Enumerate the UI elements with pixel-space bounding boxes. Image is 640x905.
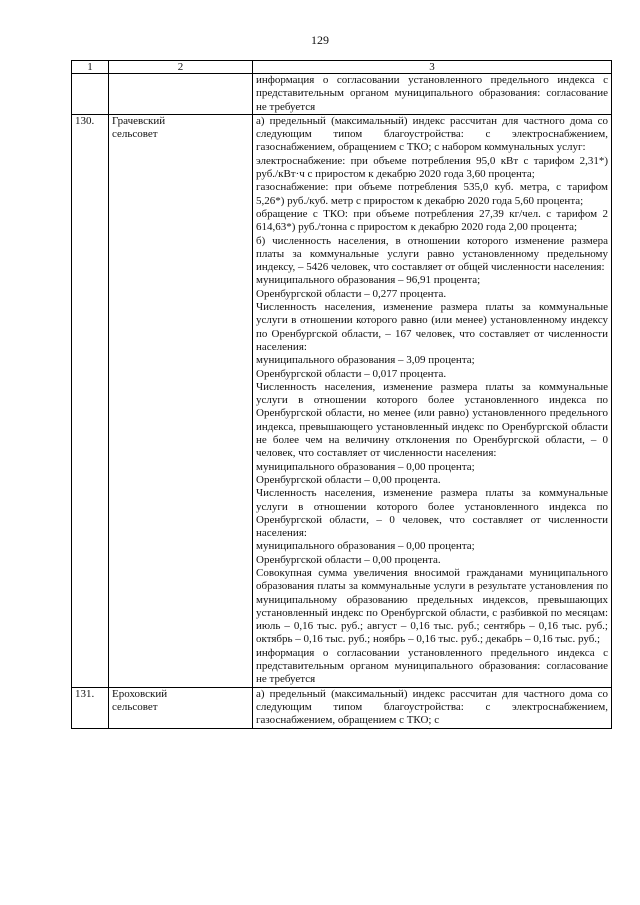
text-paragraph: Численность населения, изменение размера платы за коммунальные услуги в отношении которого более установленного индекса по Оренбургской области, но менее (или равно) установленного предельного индекса, превышающего установленный индекс по Оренбургской области не более чем на величину отклонения по Оренбургской области, – 0 человек, что составляет от численности населения: [256,380,608,460]
header-col-2: 2 [109,61,253,74]
row-description [253,687,612,728]
municipal-index-table [71,60,612,729]
text-paragraph: газоснабжение: при объеме потребления 535,0 куб. метра, с тарифом 5,26*) руб./куб. метр с приростом к декабрю 2020 года 5,60 процента; [256,181,608,207]
text-paragraph: Численность населения, изменение размера платы за коммунальные услуги в отношении которого равно (или менее) установленному индексу по Оренбургской области, – 167 человек, что составляет от численности населения: [256,301,608,353]
text-paragraph: информация о согласовании установленного предельного индекса с представительным органом муниципального образования: согласование не требуется [256,74,608,113]
table-row [72,114,612,687]
page-number: 129 [311,33,329,47]
text-paragraph: муниципального образования – 0,00 процента; [256,460,475,473]
text-paragraph: Совокупная сумма увеличения вносимой гражданами муниципального образования платы за коммунальные услуги в результате установления по муниципальному образованию предельных индексов, превышающих установленный индекс по Оренбургской области, с разбивкой по месяцам: июль – 0,16 тыс. руб.; август – 0,16 тыс. руб.; сентябрь – 0,16 тыс. руб.; октябрь – 0,16 тыс. руб.; ноябрь – 0,16 тыс. руб.; декабрь – 0,16 тыс. руб.; [256,566,608,646]
row-number: 130. [72,114,109,687]
text-paragraph: Оренбургской области – 0,00 процента. [256,553,441,566]
text-paragraph: Оренбургской области – 0,00 процента. [256,473,441,486]
municipality-name-line: сельсовет [112,128,158,141]
text-paragraph: а) предельный (максимальный) индекс рассчитан для частного дома со следующим типом благоустройства: с электроснабжением, газоснабжением, обращением с ТКО; с [256,687,608,727]
continuation-text [253,74,612,115]
text-paragraph: обращение с ТКО: при объеме потребления 27,39 кг/чел. с тарифом 2 614,63*) руб./тонна с приростом к декабрю 2020 года 2,00 процента; [256,207,608,234]
header-col-1: 1 [72,61,109,74]
continuation-row [72,74,612,115]
municipality-name [109,114,253,687]
text-paragraph: Оренбургской области – 0,277 процента. [256,287,447,300]
municipality-name [109,687,253,728]
text-paragraph: муниципального образования – 0,00 процента; [256,540,475,553]
row-description [253,114,612,687]
table-header-row [72,61,612,74]
row-number: 131. [72,687,109,728]
municipality-name-line: сельсовет [112,700,158,713]
header-col-3: 3 [253,61,612,74]
text-paragraph: Численность населения, изменение размера платы за коммунальные услуги в отношении которого более установленного индекса по Оренбургской области, – 0 человек, что составляет от численности населения: [256,487,608,540]
table-row [72,687,612,728]
text-paragraph: электроснабжение: при объеме потребления 95,0 кВт с тарифом 2,31*) руб./кВт·ч с приростом к декабрю 2020 года 3,60 процента; [256,154,608,181]
text-paragraph: муниципального образования – 3,09 процента; [256,354,475,367]
municipality-name-line: Грачевский [112,114,166,127]
municipality-name-line: Ероховский [112,687,168,700]
text-paragraph: муниципального образования – 96,91 процента; [256,274,481,287]
text-paragraph: Оренбургской области – 0,017 процента. [256,367,447,380]
text-paragraph: информация о согласовании установленного предельного индекса с представительным органом муниципального образования: согласование не требуется [256,646,608,686]
text-paragraph: а) предельный (максимальный) индекс рассчитан для частного дома со следующим типом благоустройства: с электроснабжением, газоснабжением, обращением с ТКО; с набором коммунальных услуг: [256,114,608,154]
text-paragraph: б) численность населения, в отношении которого изменение размера платы за коммунальные услуги равно установленному предельному индексу, – 5426 человек, что составляет от общей численности населения: [256,234,608,274]
